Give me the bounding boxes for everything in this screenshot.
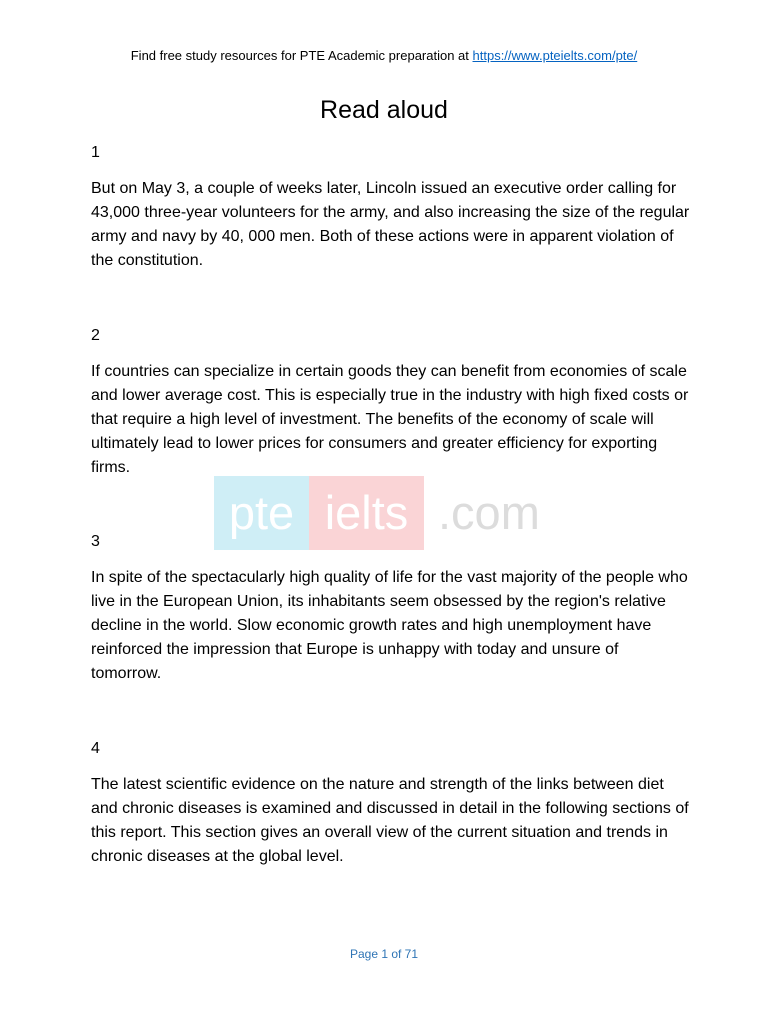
item-number-4: 4	[91, 740, 100, 757]
watermark-pte: pte	[214, 476, 309, 550]
item-number-3: 3	[91, 533, 100, 550]
item-number-2: 2	[91, 327, 100, 344]
item-text-4: The latest scientific evidence on the nature and strength of the links between diet and chronic diseases is examined and discussed in detail in the following sections of this report. This section gives an overall view of the current situation and trends in chronic diseases at the global level.	[91, 776, 689, 865]
watermark-ielts: ielts	[309, 476, 424, 550]
item-text-3: In spite of the spectacularly high quality of life for the vast majority of the people who live in the European Union, its inhabitants seem obsessed by the region's relative decline in the world. Slow economic growth rates and high unemployment have reinforced the impression that Europe is unhappy with today and unsure of tomorrow.	[91, 569, 688, 682]
watermark-com: .com	[438, 486, 540, 539]
header-prefix: Find free study resources for PTE Academic preparation at	[130, 48, 473, 63]
watermark-logo	[214, 476, 540, 550]
item-text-2: If countries can specialize in certain goods they can benefit from economies of scale and lower average cost. This is especially true in the industry with high fixed costs or that require a high level of investment. The benefits of the economy of scale will ultimately lead to lower prices for consumers and greater efficiency for exporting firms.	[91, 363, 689, 476]
item-number-1: 1	[91, 144, 100, 161]
page-footer: Page 1 of 71	[349, 947, 419, 961]
page-title: Read aloud	[320, 96, 448, 124]
header-link[interactable]: https://www.pteielts.com/pte/	[472, 48, 638, 63]
header-line	[0, 48, 768, 64]
item-text-1: But on May 3, a couple of weeks later, Lincoln issued an executive order calling for 43,000 three-year volunteers for the army, and also increasing the size of the regular army and navy by 40, 000 men. Both of these actions were in apparent violation of the constitution.	[91, 180, 690, 269]
